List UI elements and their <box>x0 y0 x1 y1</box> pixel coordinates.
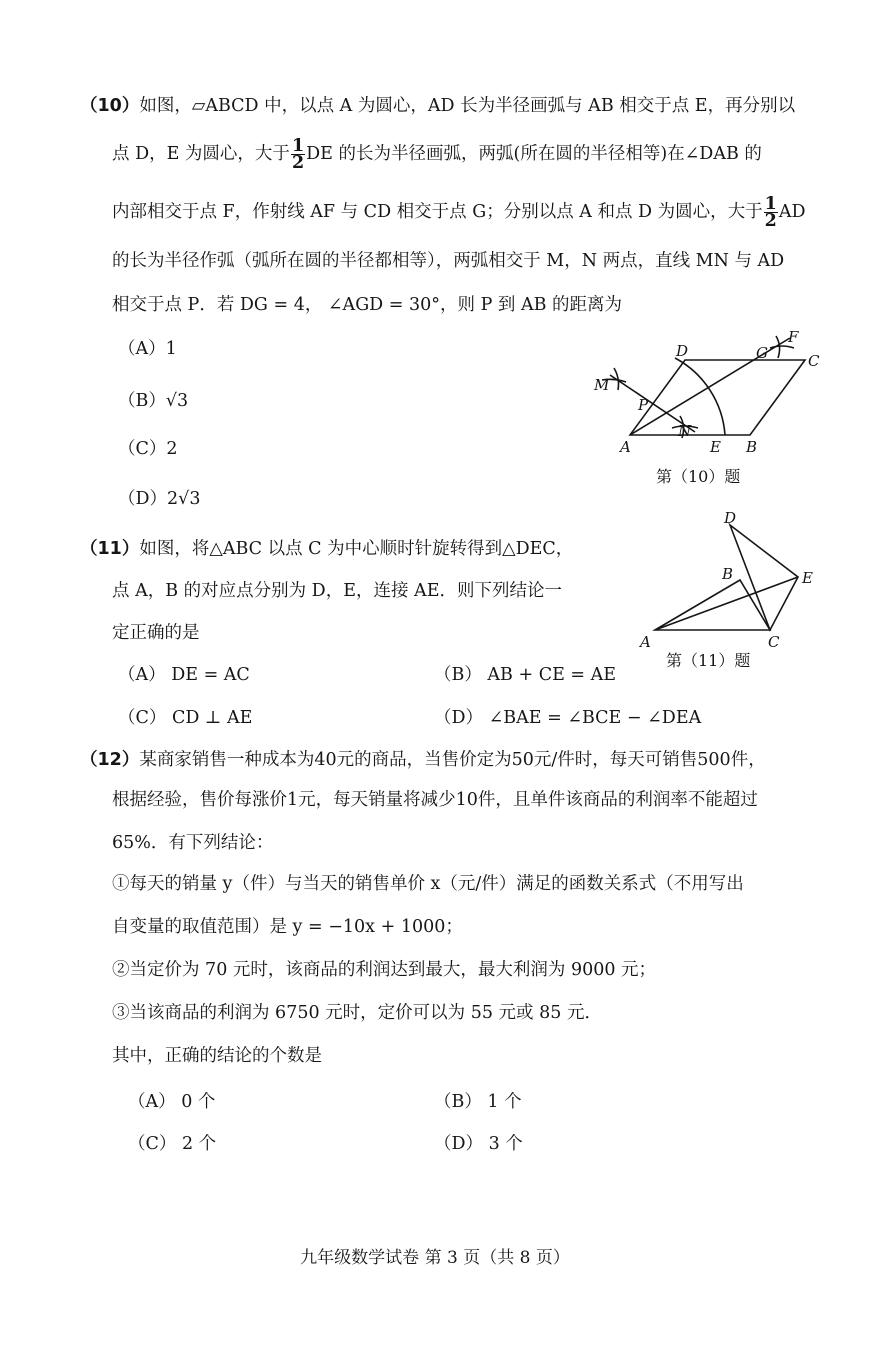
q12-option-d: （D） 3 个 <box>434 1134 523 1154</box>
q12-number: （12） <box>80 750 140 770</box>
q10-line2: 点 D，E 为圆心，大于 $\frac{1}{2}$ DE 的长为半径画弧，两弧(所在圆的半径相等)在∠DAB 的 <box>112 136 762 173</box>
q11-line2: 点 A，B 的对应点分别为 D，E，连接 AE．则下列结论一 <box>112 581 562 601</box>
label-d: D <box>724 509 737 527</box>
q11-number: （11） <box>80 539 140 559</box>
q10-line1: （10）如图，▱ABCD 中，以点 A 为圆心，AD 长为半径画弧与 AB 相交于点 E，再分别以 <box>80 96 796 116</box>
q12-statement-1b: 自变量的取值范围）是 y = −10x + 1000； <box>112 917 463 937</box>
q12-statement-3: ③当该商品的利润为 6750 元时，定价可以为 55 元或 85 元． <box>112 1003 602 1023</box>
label-n: N <box>678 422 692 440</box>
label-f: F <box>788 328 799 346</box>
q10-line3: 内部相交于点 F，作射线 AF 与 CD 相交于点 G；分别以点 A 和点 D 为圆心，大于 $\frac{1}{2}$ AD <box>112 194 806 231</box>
q10-option-c: （C）2 <box>118 439 178 459</box>
q11-option-d: （D） ∠BAE = ∠BCE − ∠DEA <box>434 708 702 728</box>
label-c: C <box>808 352 820 370</box>
q12-option-a: （A） 0 个 <box>128 1092 216 1112</box>
q10-line4: 的长为半径作弧（弧所在圆的半径都相等），两弧相交于 M，N 两点，直线 MN 与 AD <box>112 251 785 271</box>
parallelogram-abcd <box>630 360 805 435</box>
fraction-half: $\frac{1}{2}$ <box>764 194 777 231</box>
q11-figure-caption: 第（11）题 <box>666 651 751 670</box>
triangle-dec <box>730 525 798 630</box>
label-g: G <box>756 344 768 362</box>
q10-option-b: （B）√3 <box>118 391 189 411</box>
q11-option-c: （C） CD ⊥ AE <box>118 708 253 728</box>
q10-option-a: （A）1 <box>118 339 177 359</box>
q12-line2: 根据经验，售价每涨价1元，每天销量将减少10件，且单件该商品的利润率不能超过 <box>112 790 758 810</box>
label-e: E <box>802 569 813 587</box>
q12-option-b: （B） 1 个 <box>434 1092 522 1112</box>
q10-option-d: （D）2√3 <box>118 489 201 509</box>
label-a: A <box>640 633 651 651</box>
q12-question: 其中，正确的结论的个数是 <box>112 1046 322 1066</box>
fraction-half: $\frac{1}{2}$ <box>291 136 305 173</box>
q12-line1: （12）某商家销售一种成本为40元的商品，当售价定为50元/件时，每天可销售500件， <box>80 750 766 770</box>
q11-line3: 定正确的是 <box>112 623 200 643</box>
q10-line5: 相交于点 P．若 DG = 4， ∠AGD = 30°，则 P 到 AB 的距离为 <box>112 295 623 315</box>
q11-option-b: （B） AB + CE = AE <box>434 665 617 685</box>
q12-option-c: （C） 2 个 <box>128 1134 217 1154</box>
label-d: D <box>676 342 689 360</box>
triangle-abc <box>655 580 770 630</box>
label-b: B <box>722 565 734 583</box>
q12-statement-1a: ①每天的销量 y（件）与当天的销售单价 x（元/件）满足的函数关系式（不用写出 <box>112 874 744 894</box>
q12-line3: 65%．有下列结论： <box>112 833 274 853</box>
label-m: M <box>594 376 610 394</box>
q12-statement-2: ②当定价为 70 元时，该商品的利润达到最大，最大利润为 9000 元； <box>112 960 657 980</box>
label-p: P <box>638 396 649 414</box>
label-a: A <box>620 438 631 456</box>
q11-line1: （11）如图，将△ABC 以点 C 为中心顺时针旋转得到△DEC， <box>80 539 574 559</box>
label-e: E <box>710 438 721 456</box>
label-c: C <box>768 633 780 651</box>
q11-option-a: （A） DE = AC <box>118 665 250 685</box>
q10-figure-caption: 第（10）题 <box>656 467 741 486</box>
segment-ae <box>655 577 798 630</box>
q10-number: （10） <box>80 96 140 116</box>
label-b: B <box>746 438 758 456</box>
page-footer: 九年级数学试卷 第 3 页（共 8 页） <box>300 1248 570 1268</box>
q11-figure <box>630 505 830 655</box>
q10-figure <box>580 320 830 460</box>
